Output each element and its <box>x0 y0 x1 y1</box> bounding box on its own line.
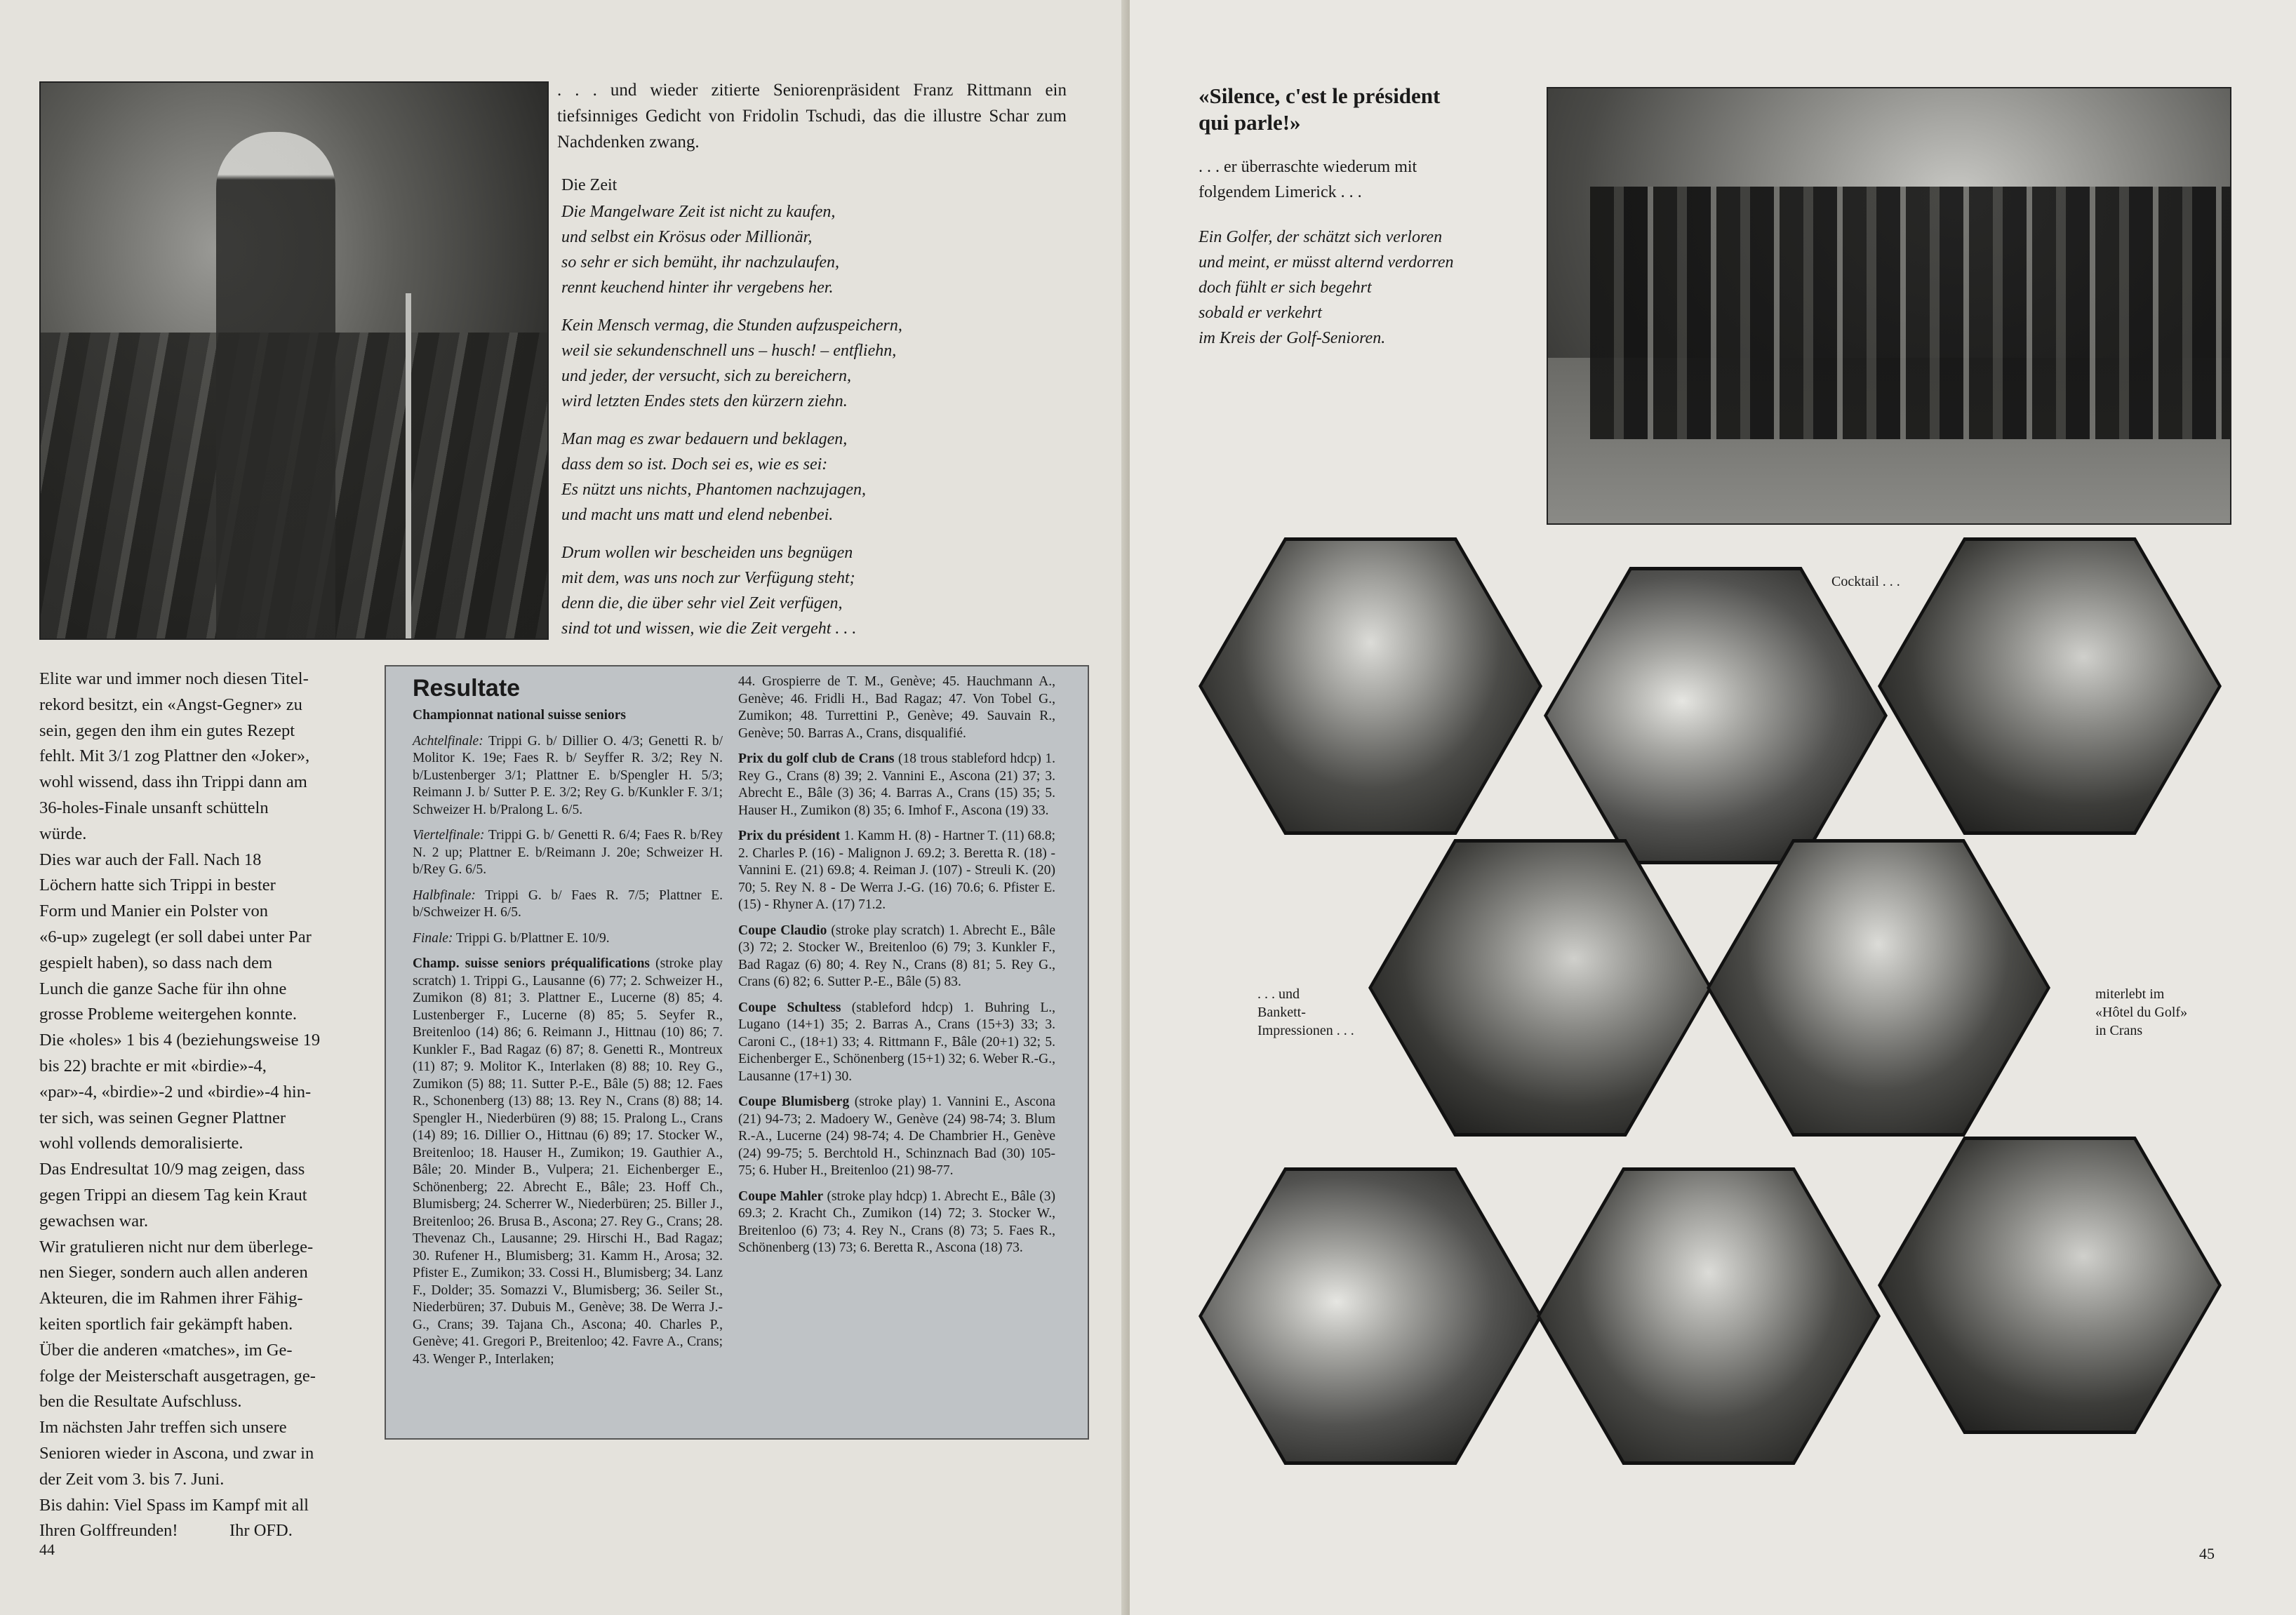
poem-line: Die Mangelware Zeit ist nicht zu kaufen, <box>561 203 836 221</box>
limerick <box>1199 225 1591 351</box>
results-text: Trippi G. b/ Faes R. 7/5; Plattner E. b/Schweizer H. 6/5. <box>413 887 723 920</box>
results-entry <box>738 923 1055 991</box>
article-line: gewachsen war. <box>39 1211 149 1231</box>
results-text: (stableford hdcp) 1. Buhring L., Lugano (14+1) 35; 2. Barras A., Crans (15+3) 33; 3. Caroni C., (18+1) 33; 4. Rittmann F., Bâle (20+1) 32; 5. Eichenberger E., Schönenberg (15+1) 32; 6. Weber R.-G., Lausanne (17+1) 30. <box>738 1000 1055 1084</box>
article-line: Löchern hatte sich Trippi in bester <box>39 876 276 895</box>
poem-title: Die Zeit <box>561 176 618 194</box>
results-heading: Prix du golf club de Crans <box>738 751 895 766</box>
garden-party-photo <box>1547 87 2231 525</box>
article-line: gespielt haben), so dass nach dem <box>39 953 273 972</box>
article-line: 36-holes-Finale unsanft schütteln <box>39 798 269 817</box>
poem-lines <box>561 199 1095 641</box>
results-column-2 <box>738 674 1055 1266</box>
banquet-photo-4 <box>1368 839 1712 1137</box>
article-line: Dies war auch der Fall. Nach 18 <box>39 850 262 869</box>
headline-line-2: qui parle!» <box>1199 110 1301 135</box>
results-entry <box>413 827 723 879</box>
article-line: grosse Probleme weitergehen konnte. <box>39 1005 297 1024</box>
results-heading: Championnat national suisse seniors <box>413 708 626 723</box>
results-entry <box>413 930 723 948</box>
poem-line: Man mag es zwar bedauern und beklagen, <box>561 430 848 448</box>
page-number-left: 44 <box>39 1541 55 1558</box>
poem-line: Kein Mensch vermag, die Stunden aufzuspeichern, <box>561 316 902 335</box>
banquet-photo-1 <box>1199 537 1542 835</box>
poem-line: mit dem, was uns noch zur Verfügung steht; <box>561 569 855 587</box>
article-line: «par»-4, «birdie»-2 und «birdie»-4 hin- <box>39 1082 312 1101</box>
results-entry <box>738 1000 1055 1086</box>
results-entry <box>738 828 1055 914</box>
right-page <box>1130 0 2296 1615</box>
banquet-photo-3 <box>1878 537 2222 835</box>
poem-line: Drum wollen wir bescheiden uns begnügen <box>561 544 853 562</box>
results-heading: Coupe Schultess <box>738 1000 841 1015</box>
results-text: (stroke play hdcp) 1. Abrecht E., Bâle (3) 69.3; 2. Kracht Ch., Zumikon (14) 72; 3. Stocker W., Breitenloo (6) 73; 4. Rey N., Crans (8) 73; 5. Faes R., Schönenberg (13) 73; 6. Beretta R., Ascona (18) 73. <box>738 1188 1056 1255</box>
poem-line: rennt keuchend hinter ihr vergebens her. <box>561 279 834 297</box>
label-miterlebt-2: «Hôtel du Golf» <box>2095 1005 2188 1020</box>
article-line: sein, gegen den ihm ein gutes Rezept <box>39 721 295 740</box>
results-heading: Coupe Claudio <box>738 923 827 938</box>
banquet-photo-6 <box>1199 1167 1542 1465</box>
results-round: Halbfinale: <box>413 887 476 903</box>
results-text: (stroke play) 1. Vannini E., Ascona (21) 94-73; 2. Madoery W., Genève (24) 98-74; 3. Blum R.-A., Lucerne (24) 98-74; 4. De Chambrier H., Genève (24) 99-75; 5. Berchtold H., Schinznach Bad (30) 105-75; 6. Huber H., Breitenloo (21) 98-77. <box>738 1094 1055 1178</box>
results-heading: Coupe Mahler <box>738 1188 824 1204</box>
article-line: der Zeit vom 3. bis 7. Juni. <box>39 1469 225 1489</box>
article-line: würde. <box>39 824 87 843</box>
subheadline <box>1199 154 1591 205</box>
results-column-1 <box>413 707 723 1376</box>
label-bankett-word: Bankett- <box>1257 1005 1306 1020</box>
results-text: (stroke play scratch) 1. Trippi G., Lausanne (6) 77; 2. Schweizer H., Zumikon (8) 81; 3. Plattner E., Lucerne (8) 85; 4. Lustenberger F., Lucerne (8) 85; 5. Seyfer R., Breitenloo (14) 86; 6. Reimann J., Hittnau (10) 86; 7. Kunkler F., Bad Ragaz (6) 87; 8. Genetti R., Montreux (11) 87; 9. Molitor K., Interlaken (8) 88; 10. Rey G., Zumikon (5) 88; 11. Sutter P.-E., Bâle (5) 88; 12. Faes R., Schonenberg (13) 88; 13. Rey N., Crans (8) 88; 14. Spengler H., Niederbüren (9) 88; 15. Pralong L., Crans (14) 89; 16. Dillier O., Hittnau (6) 89; 17. Stocker W., Breitenloo; 18. Hauser H., Zumikon; 19. Gauthier A., Bâle; 20. Minder B., Vulpera; 21. Eichenberger E., Schönenberg; 22. Abrecht E., Bâle; 23. Hoff Ch., Blumisberg; 24. Scherrer W., Niederbüren; 25. Biller J., Breitenloo; 26. Brusa B., Ascona; 27. Rey G., Crans; 28. Thevenaz Ch., Lausanne; 29. Hirschi H., Bad Ragaz; 30. Rufener H., Blumisberg; 31. Kamm H., Arosa; 32. Pfister E., Zumikon; 33. Cossi H., Blumisberg; 34. Lanz F., Dolder; 35. Somazzi V., Blumisberg; 36. Seiler St., Niederbüren; 37. Dubuis M., Genève; 38. De Werra J.-G., Crans; 39. Tajana Ch., Ascona; 40. Charles P., Genève; 41. Gregori P., Breitenloo; 42. Favre A., Crans; 43. Wenger P., Interlaken; <box>413 956 723 1367</box>
article-line: nen Sieger, sondern auch allen anderen <box>39 1263 308 1282</box>
results-entry <box>413 707 723 725</box>
label-miterlebt-1: miterlebt im <box>2095 986 2165 1002</box>
page-number-right: 45 <box>2199 1545 2215 1562</box>
results-text: Trippi G. b/Plattner E. 10/9. <box>453 930 610 946</box>
article-line: fehlt. Mit 3/1 zog Plattner den «Joker», <box>39 746 310 766</box>
results-text: (18 trous stableford hdcp) 1. Rey G., Crans (8) 39; 2. Vannini E., Ascona (21) 37; 3. Abrecht E., Bâle (3) 36; 4. Barras A., Crans (15) 35; 5. Hauser H., Zumikon (8) 35; 6. Imhof F., Ascona (19) 33. <box>738 751 1055 818</box>
label-miterlebt <box>2095 985 2201 1040</box>
banquet-photo-7 <box>1537 1167 1881 1465</box>
article-line: rekord besitzt, ein «Angst-Gegner» zu <box>39 695 302 714</box>
results-entry <box>413 956 723 1368</box>
label-cocktail: Cocktail . . . <box>1831 574 1900 589</box>
results-entry <box>413 887 723 922</box>
article-line: ter sich, was seinen Gegner Plattner <box>39 1108 286 1127</box>
results-heading: Champ. suisse seniors préqualifications <box>413 956 650 971</box>
poem-line: so sehr er sich bemüht, ihr nachzulaufen, <box>561 253 839 272</box>
article-line: wohl vollends demoralisierte. <box>39 1134 243 1153</box>
limerick-line: Ein Golfer, der schätzt sich verloren <box>1199 228 1443 246</box>
limerick-line: doch fühlt er sich begehrt <box>1199 279 1372 297</box>
banquet-photo-8 <box>1878 1137 2222 1434</box>
results-round: Achtelfinale: <box>413 733 483 749</box>
article-line: Die «holes» 1 bis 4 (beziehungsweise 19 <box>39 1031 321 1050</box>
limerick-line: und meint, er müsst alternd verdorren <box>1199 253 1454 272</box>
poem-line: und jeder, der versucht, sich zu bereichern, <box>561 367 852 385</box>
results-text: 44. Grospierre de T. M., Genève; 45. Hauchmann A., Genève; 46. Fridli H., Bad Ragaz; 47. Von Tobel G., Zumikon; 48. Turrettini P., Genève; 49. Sauvain R., Genève; 50. Barras A., Crans, disqualifié. <box>738 674 1055 741</box>
poem-line: sind tot und wissen, wie die Zeit vergeht . . . <box>561 619 857 638</box>
banquet-photo-2 <box>1544 567 1888 864</box>
limerick-line: im Kreis der Golf-Senioren. <box>1199 329 1386 347</box>
article-line: Bis dahin: Viel Spass im Kampf mit all <box>39 1495 309 1515</box>
label-bankett <box>1218 985 1359 1040</box>
results-text: Trippi G. b/ Dillier O. 4/3; Genetti R. b/ Molitor K. 19e; Faes R. b/ Seyffer R. 3/2; Rey N. b/Lustenberger 3/1; Plattner E. b/Spengler H. 5/3; Reimann J. b/ Sutter P. E. 3/2; Rey G. b/Kunkler F. 3/1; Schweizer H. b/Pralong L. 6/5. <box>413 733 723 817</box>
results-box <box>385 665 1089 1440</box>
results-entry <box>413 733 723 819</box>
label-impressionen: Impressionen . . . <box>1257 1023 1354 1038</box>
article-line: ben die Resultate Aufschluss. <box>39 1392 242 1412</box>
results-heading: Coupe Blumisberg <box>738 1094 850 1109</box>
poem-line: wird letzten Endes stets den kürzern ziehn. <box>561 392 848 410</box>
limerick-line: sobald er verkehrt <box>1199 304 1322 322</box>
results-title: Resultate <box>413 675 521 702</box>
left-page <box>0 0 1130 1615</box>
article-line: folge der Meisterschaft ausgetragen, ge- <box>39 1366 316 1386</box>
poem-stanza-break <box>561 414 1095 427</box>
intro-text: . . . und wieder zitierte Seniorenpräsident Franz Rittmann ein tiefsinniges Gedicht von Fridolin Tschudi, das die illustre Schar zum Nachdenken zwang. <box>557 81 1067 152</box>
results-entry <box>738 674 1055 742</box>
article-line: Senioren wieder in Ascona, und zwar in <box>39 1443 314 1463</box>
poem-stanza-break <box>561 528 1095 540</box>
poem-line: denn die, die über sehr viel Zeit verfügen, <box>561 594 843 612</box>
results-text: Trippi G. b/ Genetti R. 6/4; Faes R. b/Rey N. 2 up; Plattner E. b/Reimann J. 20e; Schweizer H. b/Rey G. 6/5. <box>413 828 723 877</box>
article-line: bis 22) brachte er mit «birdie»-4, <box>39 1056 267 1075</box>
label-miterlebt-3: in Crans <box>2095 1023 2143 1038</box>
banquet-photo-5 <box>1707 839 2050 1137</box>
results-round: Finale: <box>413 930 453 946</box>
poem-line: weil sie sekundenschnell uns – husch! – entfliehn, <box>561 342 897 360</box>
speaker-photo <box>39 81 549 640</box>
article-line: Ihren Golffreunden! Ihr OFD. <box>39 1521 293 1541</box>
results-entry <box>738 1094 1055 1180</box>
poem-line: Es nützt uns nichts, Phantomen nachzujagen, <box>561 481 866 499</box>
article-line: Im nächsten Jahr treffen sich unsere <box>39 1418 287 1438</box>
results-heading: Prix du président <box>738 829 841 843</box>
subheadline-line-2: folgendem Limerick . . . <box>1199 183 1362 201</box>
poem-stanza-break <box>561 300 1095 313</box>
article-line: gegen Trippi an diesem Tag kein Kraut <box>39 1185 307 1205</box>
article-line: Elite war und immer noch diesen Titel- <box>39 669 309 688</box>
article-line: Form und Manier ein Polster von <box>39 902 268 921</box>
article-line: Akteuren, die im Rahmen ihrer Fähig- <box>39 1289 303 1308</box>
results-entry <box>738 1188 1055 1257</box>
label-und: . . . und <box>1257 986 1300 1002</box>
article-line: Das Endresultat 10/9 mag zeigen, dass <box>39 1160 305 1179</box>
headline-line-1: «Silence, c'est le président <box>1199 83 1441 108</box>
poem-line: dass dem so ist. Doch sei es, wie es sei: <box>561 455 828 474</box>
subheadline-line-1: . . . er überraschte wiederum mit <box>1199 158 1417 176</box>
results-text: 1. Kamm H. (8) - Hartner T. (11) 68.8; 2. Charles P. (16) - Malignon J. 69.2; 3. Beretta R. (18) - Vannini E. (21) 69.8; 4. Reiman J. (107) - Streuli K. (20) 70; 5. Rey N. 8 - De Werra J.-G. (16) 70.6; 6. Pfister E. (15) - Rhyner A. (17) 71.2. <box>738 829 1055 912</box>
results-round: Viertelfinale: <box>413 828 485 843</box>
article-body <box>39 666 363 1544</box>
poem <box>561 173 1095 641</box>
article-line: Über die anderen «matches», im Ge- <box>39 1340 293 1360</box>
poem-line: und selbst ein Krösus oder Millionär, <box>561 228 813 246</box>
article-line: Lunch die ganze Sache für ihn ohne <box>39 979 287 998</box>
results-text: (stroke play scratch) 1. Abrecht E., Bâle (3) 72; 2. Stocker W., Breitenloo (6) 79; 3. Kunkler F., Bad Ragaz (6) 80; 4. Rey N., Crans (8) 81; 5. Rey G., Crans (6) 82; 6. Sutter P.-E., Bâle (5) 83. <box>738 923 1055 989</box>
results-entry <box>738 751 1055 819</box>
article-line: «6-up» zugelegt (er soll dabei unter Par <box>39 927 312 946</box>
article-line: keiten sportlich fair gekämpft haben. <box>39 1314 293 1334</box>
article-line: wohl wissend, dass ihn Trippi dann am <box>39 772 307 792</box>
article-line: Wir gratulieren nicht nur dem überlege- <box>39 1237 314 1257</box>
poem-line: und macht uns matt und elend nebenbei. <box>561 506 834 524</box>
